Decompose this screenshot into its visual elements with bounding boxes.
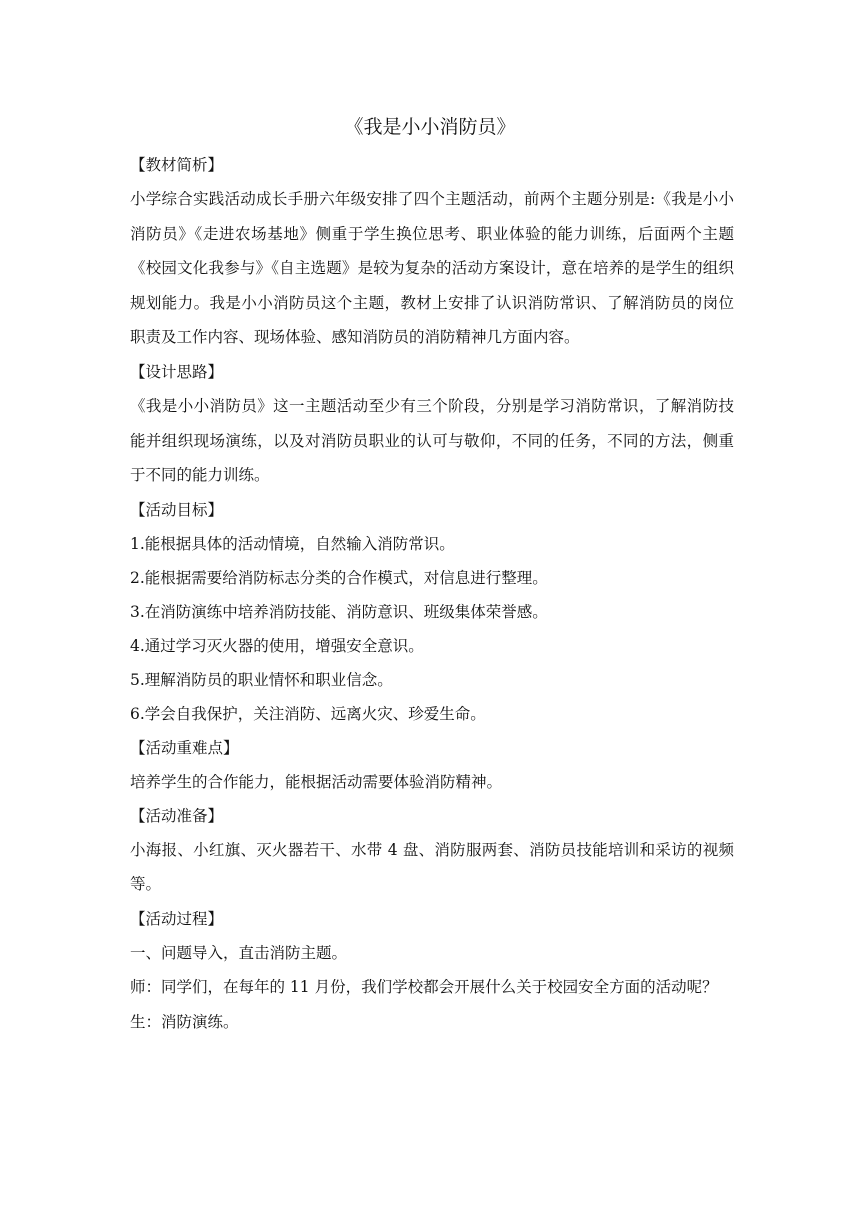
- section-heading-analysis: 【教材简析】: [130, 156, 224, 174]
- section-heading-preparation: 【活动准备】: [130, 806, 224, 825]
- goal-item: 6.学会自我保护，关注消防、远离火灾、珍爱生命。: [130, 704, 486, 723]
- goal-item: 1.能根据具体的活动情境，自然输入消防常识。: [130, 534, 455, 553]
- design-paragraph: 《我是小小消防员》这一主题活动至少有三个阶段，分别是学习消防常识，了解消防技能并组织现场演练，以及对消防员职业的认可与敬仰，不同的任务，不同的方法，侧重于不同的能力训练。: [130, 396, 734, 485]
- analysis-paragraph: 小学综合实践活动成长手册六年级安排了四个主题活动，前两个主题分别是:《我是小小消防员》《走进农场基地》侧重于学生换位思考、职业体验的能力训练，后面两个主题《校园文化我参与》《自主选题》是较为复杂的活动方案设计，意在培养的是学生的组织规划能力。我是小小消防员这个主题，教材上安排了认识消防常识、了解消防员的岗位职责及工作内容、现场体验、感知消防员的消防精神几方面内容。: [130, 190, 734, 347]
- goal-item: 5.理解消防员的职业情怀和职业信念。: [130, 670, 393, 689]
- key-points-text: 培养学生的合作能力，能根据活动需要体验消防精神。: [130, 772, 503, 791]
- section-heading-key-points: 【活动重难点】: [130, 738, 239, 757]
- process-step-1: 一、问题导入，直击消防主题。: [130, 943, 348, 962]
- goal-item: 3.在消防演练中培养消防技能、消防意识、班级集体荣誉感。: [130, 602, 548, 621]
- teacher-dialogue: 师：同学们，在每年的 11 月份，我们学校都会开展什么关于校园安全方面的活动呢？: [130, 977, 718, 996]
- goal-item: 2.能根据需要给消防标志分类的合作模式，对信息进行整理。: [130, 568, 548, 587]
- section-heading-goals: 【活动目标】: [130, 500, 224, 519]
- section-heading-process: 【活动过程】: [130, 909, 224, 928]
- goal-item: 4.通过学习灭火器的使用，增强安全意识。: [130, 636, 424, 655]
- student-dialogue: 生：消防演练。: [130, 1012, 239, 1031]
- document-body: [130, 148, 734, 1039]
- section-heading-design: 【设计思路】: [130, 362, 224, 381]
- preparation-paragraph: 小海报、小红旗、灭火器若干、水带 4 盘、消防服两套、消防员技能培训和采访的视频等。: [130, 840, 734, 894]
- document-title: 《我是小小消防员》: [344, 116, 516, 138]
